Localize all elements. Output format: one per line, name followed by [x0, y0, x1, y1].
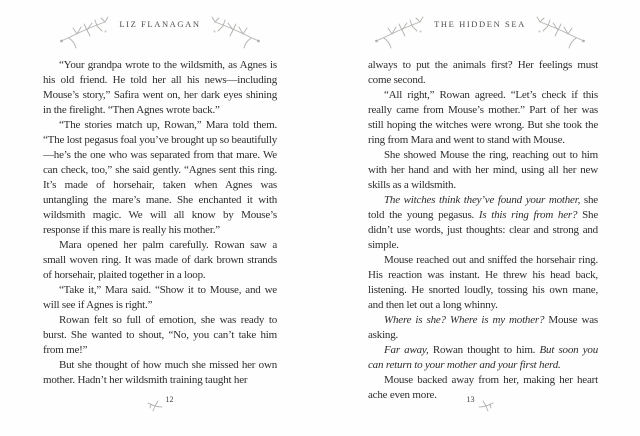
paragraph	[368, 313, 598, 343]
italic-text-run: The witches think they’ve found your mother,	[384, 194, 581, 206]
page-number: 12	[165, 395, 174, 404]
page-text-left	[43, 58, 277, 388]
italic-text-run: Far away,	[384, 344, 429, 356]
text-run: “Take it,” Mara said. “Show it to Mouse, and we will see if Agnes is right.”	[43, 284, 277, 311]
running-header-left	[0, 12, 320, 56]
branch-ornament-icon	[211, 15, 261, 56]
running-header-title: LIZ FLANAGAN	[119, 19, 201, 29]
text-run: She didn’t use words, just thoughts: clear and strong and simple.	[368, 209, 599, 251]
text-run: But she thought of how much she missed her own mother. Hadn’t her wildsmith training taught her	[43, 359, 277, 386]
paragraph	[368, 343, 598, 373]
text-run: “The stories match up, Rowan,” Mara told them. “The lost pegasus foal you’ve brought up so beautifully—he’s the one who was separated from that mare. We can check, too,” she said gently. “Agnes sent this ring. It’s made of horsehair, taken when Agnes was untangling the mare’s mane. She enchanted it with wildsmith magic. We will all know by Mouse’s response if this mare is really his mother.”	[43, 119, 278, 236]
paragraph	[368, 253, 598, 313]
page-footer-right	[320, 395, 640, 414]
text-run: Mouse reached out and sniffed the horsehair ring. His reaction was instant. He threw his head back, listening. He snorted loudly, tossing his own mane, and then let out a long whinny.	[368, 254, 598, 311]
text-run: She showed Mouse the ring, reaching out to him with her hand and with her mind, using all her new skills as a wildsmith.	[368, 149, 598, 191]
italic-text-run: Is this ring from her?	[478, 209, 578, 221]
text-run: “All right,” Rowan agreed. “Let’s check if this really came from Mouse’s mother.” Part of her was still hoping the witches were wrong. But she took the ring from Mara and went to stand with Mouse.	[368, 89, 598, 146]
running-header-right	[320, 12, 640, 56]
running-header-title: THE HIDDEN SEA	[434, 19, 526, 29]
paragraph	[43, 313, 277, 358]
text-run: she told the young pegasus.	[368, 194, 598, 221]
twig-ornament-icon	[147, 399, 163, 414]
text-run: Mara opened her palm carefully. Rowan saw a small woven ring. It was made of dark brown strands of horsehair, plaited together in a loop.	[43, 239, 277, 281]
text-run: Rowan thought to him.	[428, 344, 540, 356]
paragraph	[368, 58, 598, 88]
text-run: “Your grandpa wrote to the wildsmith, as Agnes is his old friend. He told her all his news—including Mouse’s story,” Safira went on, her dark eyes shining in the firelight. “Then Agnes wrote back.”	[43, 59, 277, 116]
italic-text-run: Where is she? Where is my mother?	[384, 314, 545, 326]
paragraph	[43, 58, 277, 118]
paragraph	[368, 148, 598, 193]
text-run: Mouse backed away from her, making her heart ache even more.	[368, 374, 598, 401]
branch-ornament-icon	[374, 15, 424, 56]
page-number: 13	[466, 395, 475, 404]
italic-text-run: But soon you can return to your mother and your first herd.	[368, 344, 598, 371]
paragraph	[368, 88, 598, 148]
page-text-right	[368, 58, 598, 403]
twig-ornament-icon	[478, 399, 494, 414]
paragraph	[368, 193, 598, 253]
paragraph	[43, 283, 277, 313]
page-footer-left	[0, 395, 320, 414]
text-run: always to put the animals first? Her feelings must come second.	[368, 59, 598, 86]
paragraph	[43, 238, 277, 283]
paragraph	[43, 118, 277, 238]
paragraph	[43, 358, 277, 388]
text-run: Mouse was asking.	[368, 314, 599, 341]
text-run: Rowan felt so full of emotion, she was ready to burst. She wanted to shout, “No, you can’t take him from me!”	[43, 314, 277, 356]
branch-ornament-icon	[59, 15, 109, 56]
book-page-right	[320, 0, 640, 436]
branch-ornament-icon	[536, 15, 586, 56]
